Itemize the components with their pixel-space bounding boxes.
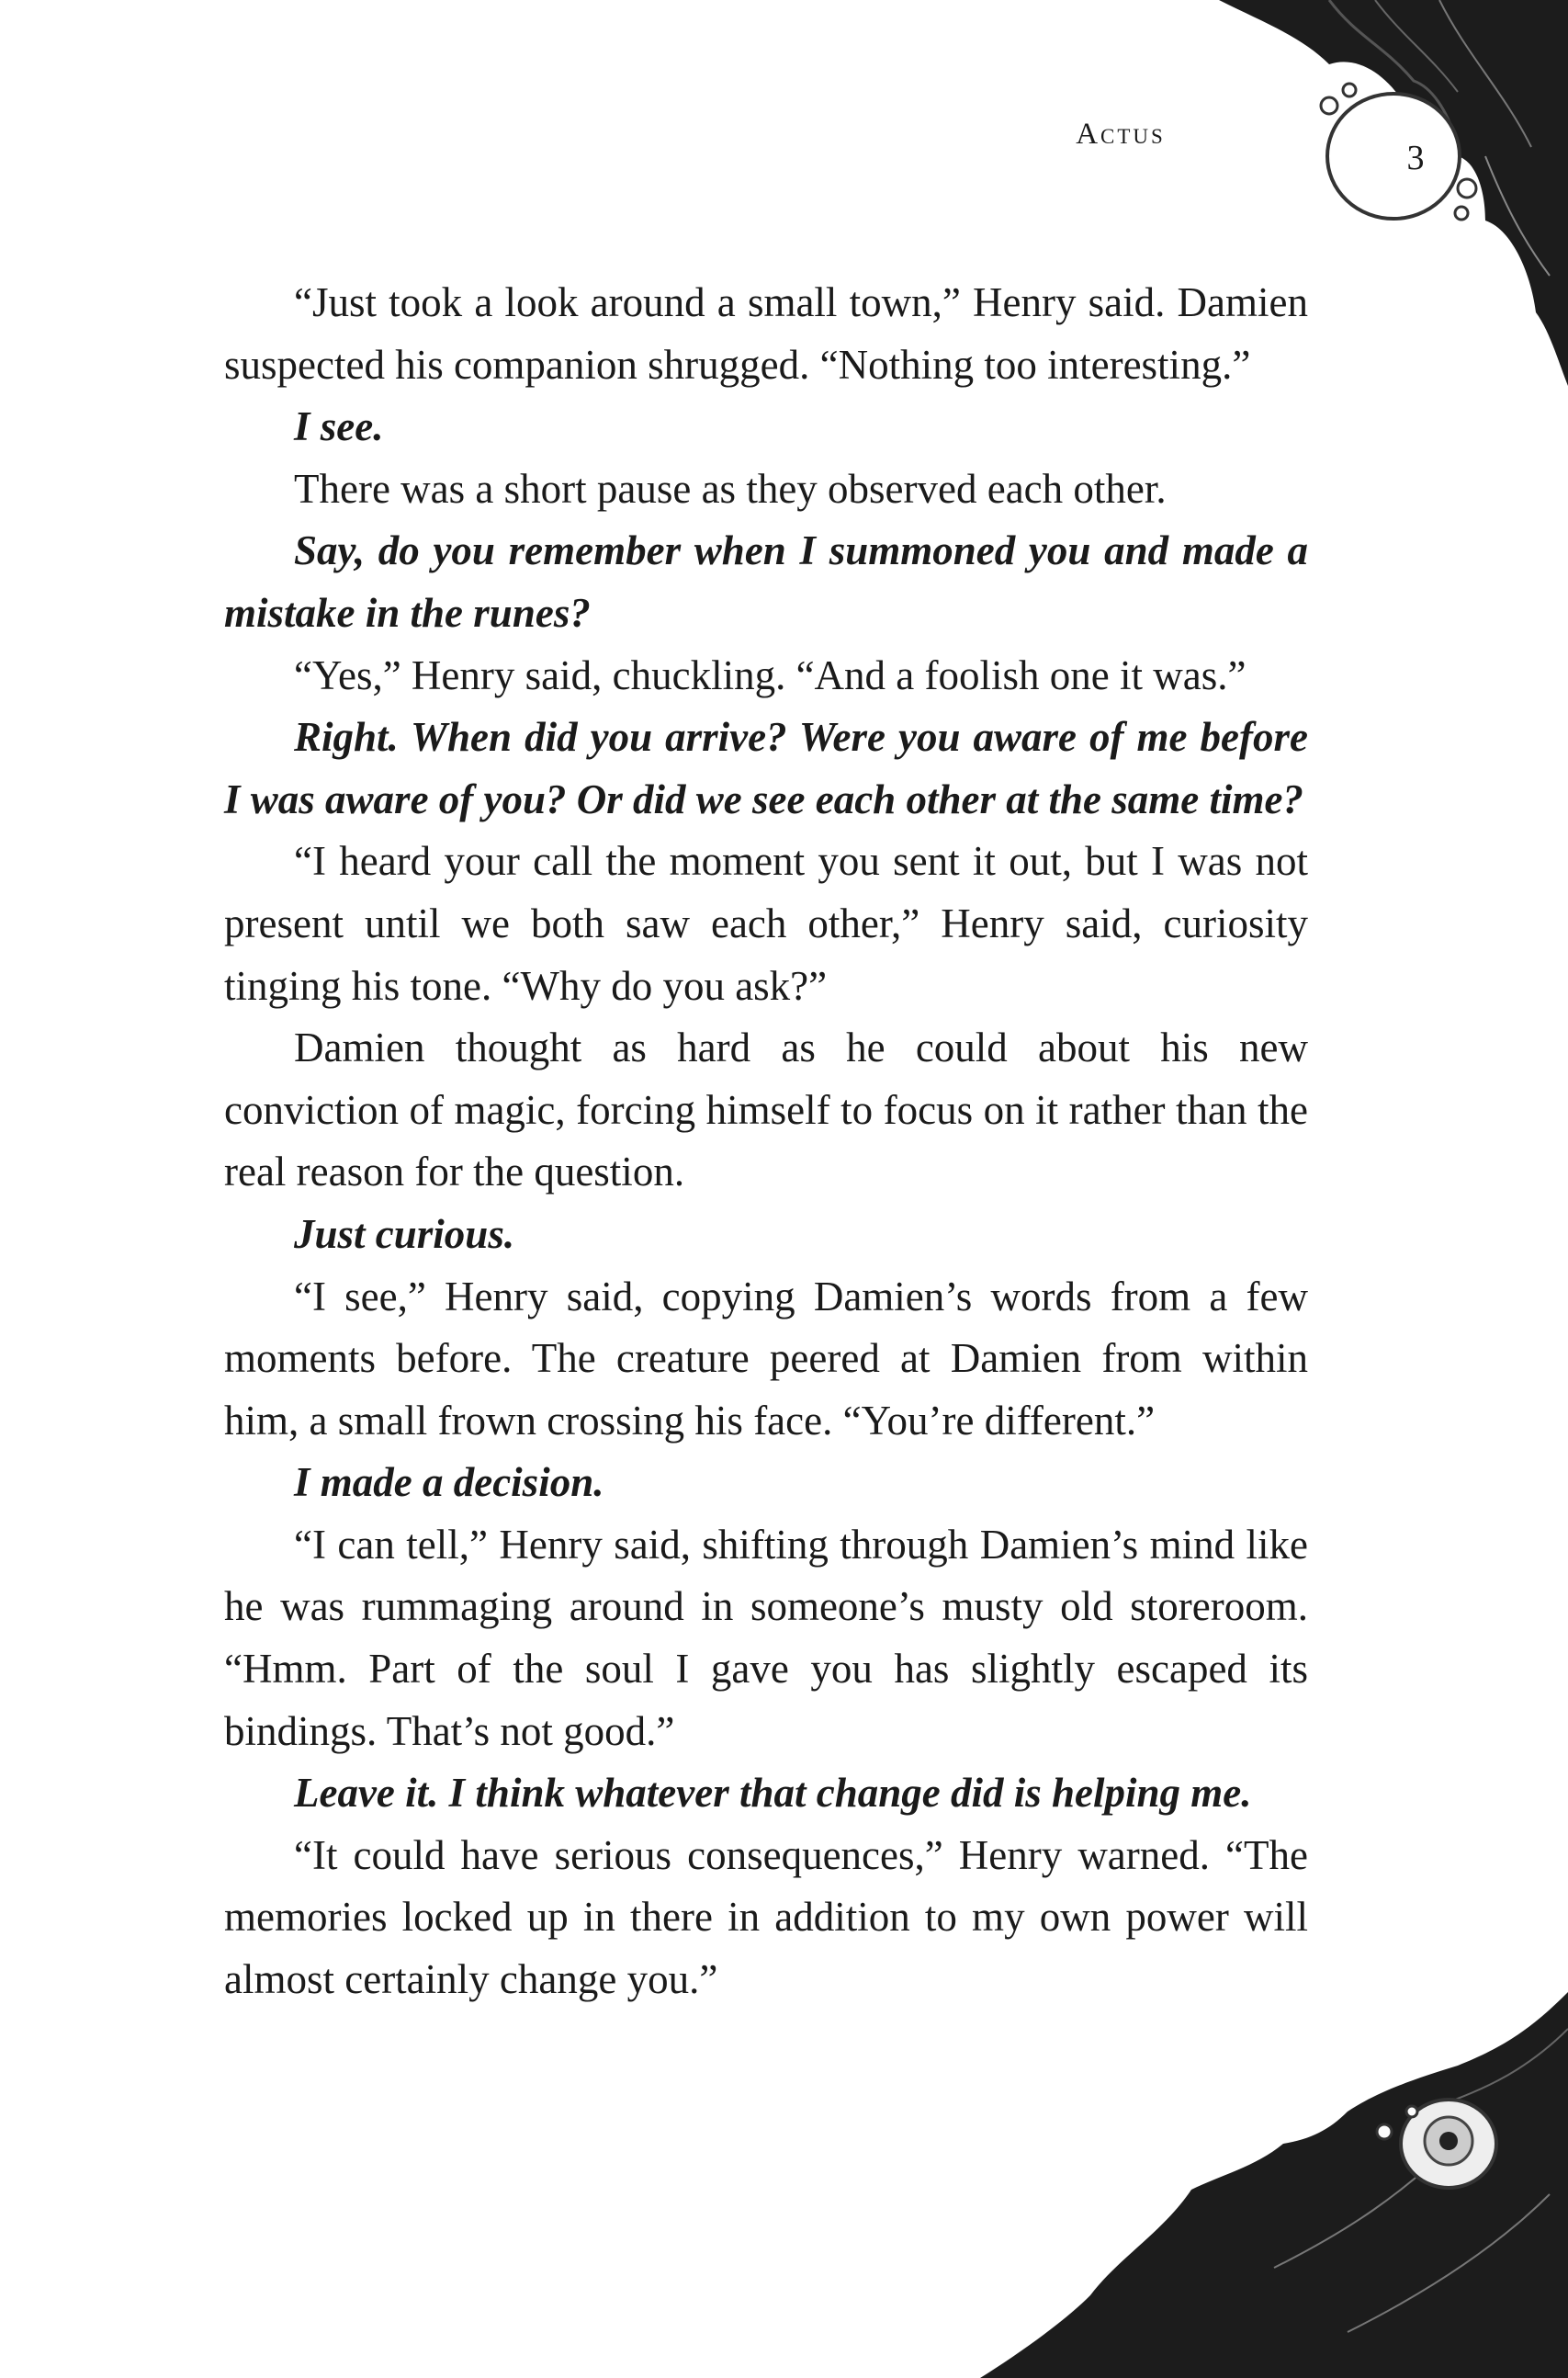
running-head-title: Actus xyxy=(1076,118,1166,151)
corner-fur-bottom-illustration xyxy=(980,1992,1568,2378)
paragraph: “I heard your call the moment you sent it out, but I was not present until we both saw each other,” Henry said, curiosity tinging his tone. “Why do you ask?” xyxy=(224,838,1308,1009)
paragraph-italic: I made a decision. xyxy=(294,1459,604,1506)
page-number: 3 xyxy=(1406,139,1425,177)
paragraph: “It could have serious consequences,” Henry warned. “The memories locked up in there in addition to my own power will almost certainly change you.” xyxy=(224,1831,1308,2003)
paragraph-italic: Just curious. xyxy=(294,1210,515,1257)
paragraph: “I see,” Henry said, copying Damien’s words from a few moments before. The creature peered at Damien from within him, a small frown crossing his face. “You’re different.” xyxy=(224,1273,1308,1444)
paragraph: “Yes,” Henry said, chuckling. “And a foolish one it was.” xyxy=(294,651,1247,698)
paragraph-italic: Right. When did you arrive? Were you aware of me before I was aware of you? Or did we see each other at the same time? xyxy=(224,714,1308,822)
body-text xyxy=(224,272,1308,2011)
paragraph-italic: I see. xyxy=(294,403,384,450)
paragraph: “I can tell,” Henry said, shifting through Damien’s mind like he was rummaging around in someone’s musty old storeroom. “Hmm. Part of the soul I gave you has slightly escaped its bindings. That’s not good.” xyxy=(224,1521,1308,1754)
paragraph: There was a short pause as they observed each other. xyxy=(294,465,1167,512)
paragraph-italic: Say, do you remember when I summoned you and made a mistake in the runes? xyxy=(224,527,1308,636)
paragraph: “Just took a look around a small town,” Henry said. Damien suspected his companion shrugged. “Nothing too interesting.” xyxy=(224,279,1308,388)
paragraph-italic: Leave it. I think whatever that change did is helping me. xyxy=(294,1770,1252,1817)
paragraph: Damien thought as hard as he could about his new conviction of magic, forcing himself to focus on it rather than the real reason for the question. xyxy=(224,1025,1308,1195)
